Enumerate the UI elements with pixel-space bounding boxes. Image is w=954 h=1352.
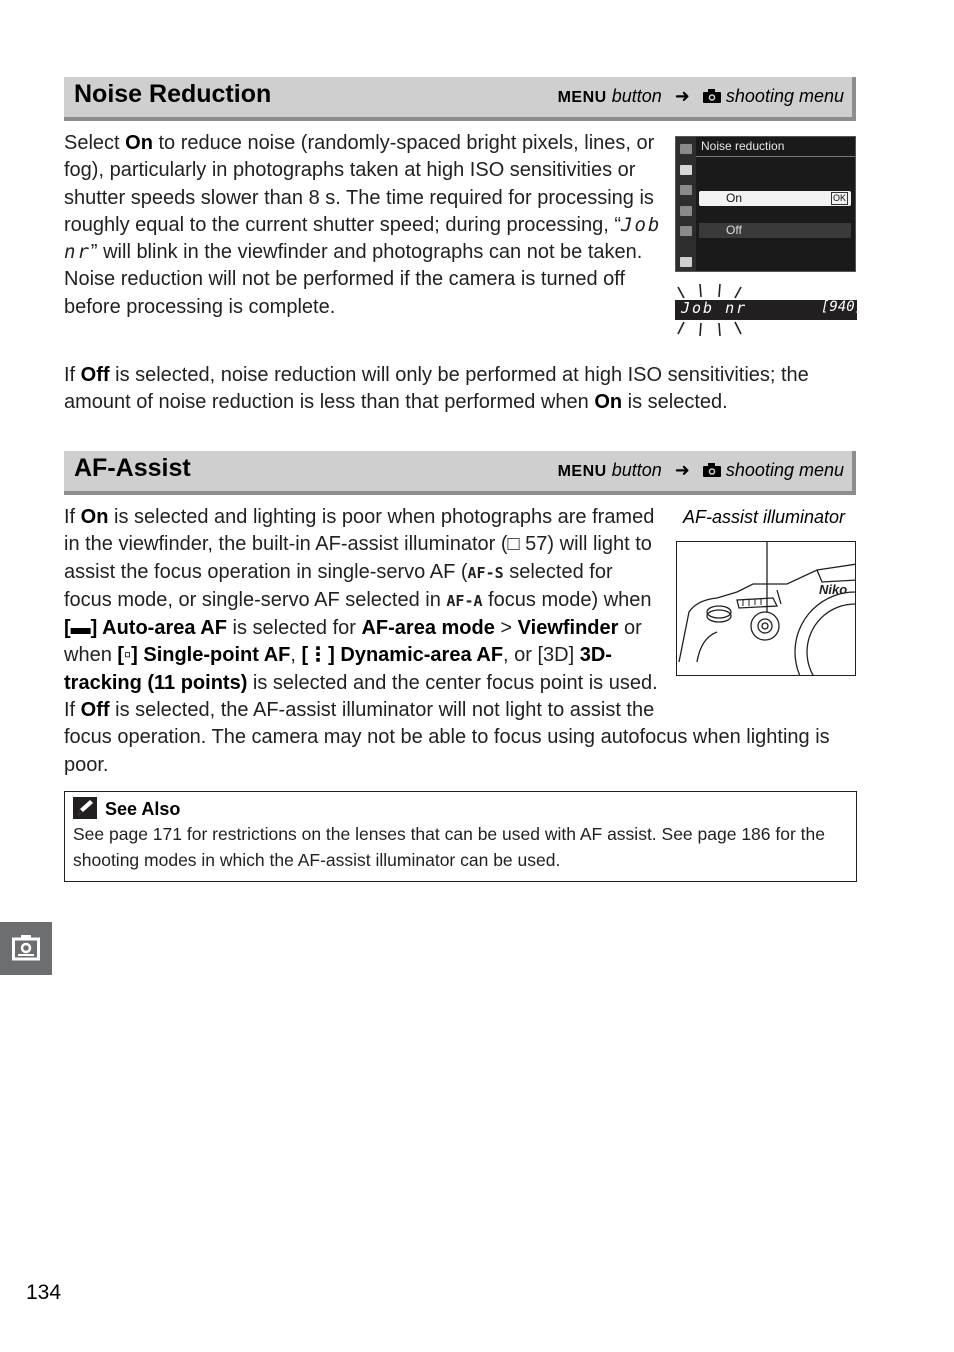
page-number: 134 [26,1281,62,1304]
auto-area-icon: [▬] [64,617,98,640]
af-a-icon: AF-A [446,591,483,610]
viewfinder-job-text: Job nr [681,299,748,317]
single-point-icon: [▫] [117,644,138,667]
recent-icon [680,226,692,236]
option-on: On OK [699,191,851,206]
noise-paragraph-2: If Off is selected, noise reduction will only be performed at high ISO sensitivities; the amount of noise reduction is less than that performed when On is selected. [64,364,809,414]
af-assist-paragraph: If On is selected and lighting is poor when photographs are framed in the viewfinder, the built-in AF-assist illuminator (□ 57) will light to assist the focus operation in single-servo AF (AF-S selected for focus mode, or single-servo AF selected in AF-A focus mode) when [▬] Auto-area AF is selected for AF-area mode > Viewfinder or when [▫] Single-point AF, [⋮] Dynamic-area AF, or [3D] 3D-tracking (11 points) is selected and the center focus point is used. If Off is selected, the AF-assist illuminator will not light to assist the focus operation. The camera may not be able to focus using autofocus when lighting is poor. [64,504,860,779]
job-nr-display: Job nr [64,213,662,264]
shooting-icon [680,165,692,175]
menu-path [558,86,844,107]
figure-wrap-spacer [660,504,860,707]
af-s-icon: AF-S [467,563,504,582]
camera-icon [703,89,721,103]
af-assist-header [64,451,856,495]
button-word: button [611,86,662,106]
playback-icon [680,144,692,154]
book-reference-icon: □ [507,533,520,556]
af-assist-caption: AF-assist illuminator [683,507,846,527]
dynamic-area-icon: [⋮] [301,644,335,667]
section-title: Noise Reduction [74,80,272,108]
shooting-menu-label: shooting menu [725,460,844,480]
screen-title: Noise reduction [701,139,785,153]
see-also-heading: See Also [105,799,181,819]
menu-button-label: MENU [557,463,607,480]
pencil-note-icon [73,797,97,819]
viewfinder-count: [940] [821,299,864,315]
shooting-menu-tab-icon [12,933,40,963]
retouch-icon [680,206,692,216]
camera-icon [703,463,721,477]
viewfinder-display [675,284,864,338]
divider [696,156,855,157]
camera-brand-logo: Niko [819,582,848,597]
noise-reduction-header [64,77,856,121]
noise-paragraph-1: Select On to reduce noise (randomly-spaced bright pixels, lines, or fog), particularly in photographs taken at high ISO sensitivities or shutter speeds slower than 8 s. The time required for processing is roughly equal to the current shutter speed; during processing, “Job nr” will blink in the viewfinder and photographs can not be taken. Noise reduction will not be performed if the camera is turned off before processing is complete. [64,132,662,318]
arrow-icon: ➜ [674,86,690,106]
noise-reduction-menu-screen [675,136,856,272]
menu-button-label: MENU [557,89,607,106]
3d-tracking-icon: [3D] [537,644,575,667]
section-title: AF-Assist [74,454,191,482]
help-icon [680,257,692,267]
arrow-icon: ➜ [674,460,690,480]
setup-icon [680,185,692,195]
button-word: button [611,460,662,480]
shooting-menu-label: shooting menu [725,86,844,106]
option-off: Off [699,223,851,238]
menu-sidebar [676,137,696,271]
see-also-body: See page 171 for restrictions on the lenses that can be used with AF assist. See page 186 for the shooting modes in which the AF-assist illuminator can be used. [73,824,825,870]
menu-path [558,460,844,481]
shooting-menu-tab [0,922,52,975]
see-also-box [64,791,857,882]
ok-icon: OK [832,193,846,203]
